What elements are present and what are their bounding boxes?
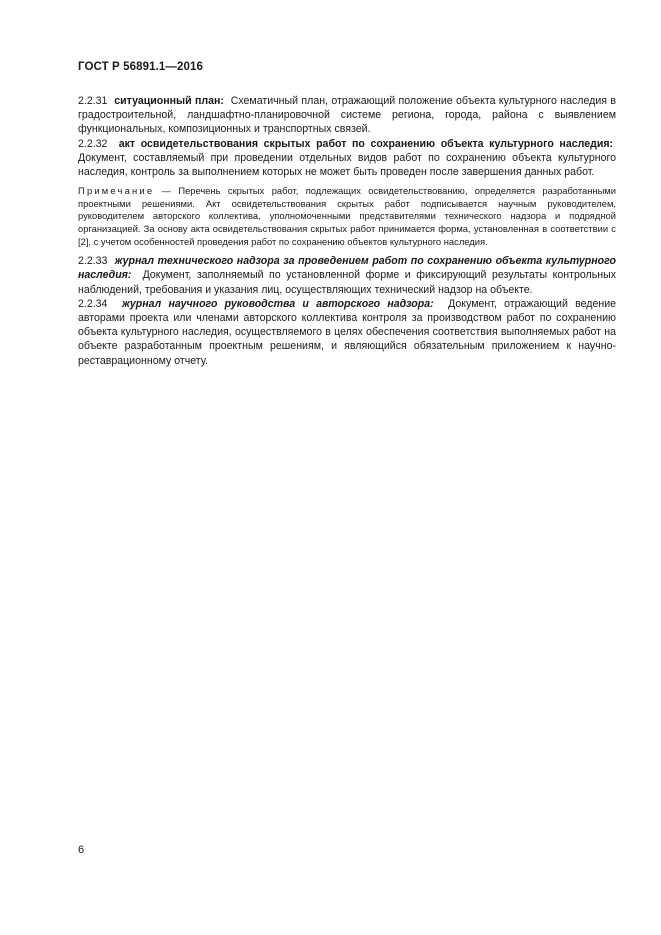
term-definition: Документ, заполняемый по установленной форме и фиксирующий результаты контрольных наблюдений, требования и указания лиц, осуществляющих технический надзор на объекте. — [78, 269, 616, 296]
term-definition: Документ, составляемый при проведении отдельных видов работ по сохранению объекта культурного наследия, контроль за выполнением которых не может быть проведен после завершения данных работ. — [78, 151, 616, 179]
term-entry-2-2-34 — [78, 297, 616, 368]
document-header: ГОСТ Р 56891.1—2016 — [78, 61, 203, 73]
term-number: 2.2.33 — [78, 255, 108, 268]
note-paragraph — [78, 185, 616, 248]
term-entry-2-2-31 — [78, 94, 616, 137]
term-title: акт освидетельствования скрытых работ по сохранению объекта культурного наследия: — [118, 137, 614, 150]
page-number: 6 — [78, 844, 85, 856]
term-number: 2.2.34 — [78, 297, 108, 310]
term-title: ситуационный план: — [114, 95, 224, 107]
term-title: журнал технического надзора за проведением работ по сохранению объекта культурного наследия: — [78, 255, 616, 282]
term-entry-2-2-33 — [78, 254, 616, 297]
term-title: журнал научного руководства и авторского надзора: — [121, 297, 434, 310]
term-definition: Схематичный план, отражающий положение объекта культурного наследия в градостроительной, ландшафтно-планировочной системе региона, города, района с выявлением функциональных, композиционных и транспортных связей. — [78, 95, 616, 136]
note-text: Перечень скрытых работ, подлежащих освидетельствованию, определяется разработанными проектными решениями. Акт освидетельствования скрытых работ подписывается научным руководителем, руководителем авторского коллектива, уполномоченными представителями технического надзора и подрядной организацией. За основу акта освидетельствования скрытых работ принимается форма, установленная в соответствии с [2], с учетом особенностей проведения работ по сохранению объектов культурного наследия. — [78, 185, 616, 247]
term-number: 2.2.31 — [78, 95, 108, 107]
term-number: 2.2.32 — [78, 137, 108, 150]
note-dash: — — [154, 185, 179, 197]
term-entry-2-2-32 — [78, 137, 616, 180]
term-definition: Документ, отражающий ведение авторами проекта или членами авторского коллектива контроля за производством работ по сохранению объекта культурного наследия, осуществляемого в целях обеспечения соответствия выполняемых работ на объекте разработанным проектным решениям, и являющийся обязательным приложением к научно-реставрационному отчету. — [78, 297, 617, 367]
document-body — [78, 94, 616, 368]
note-label: Примечание — [78, 185, 155, 197]
